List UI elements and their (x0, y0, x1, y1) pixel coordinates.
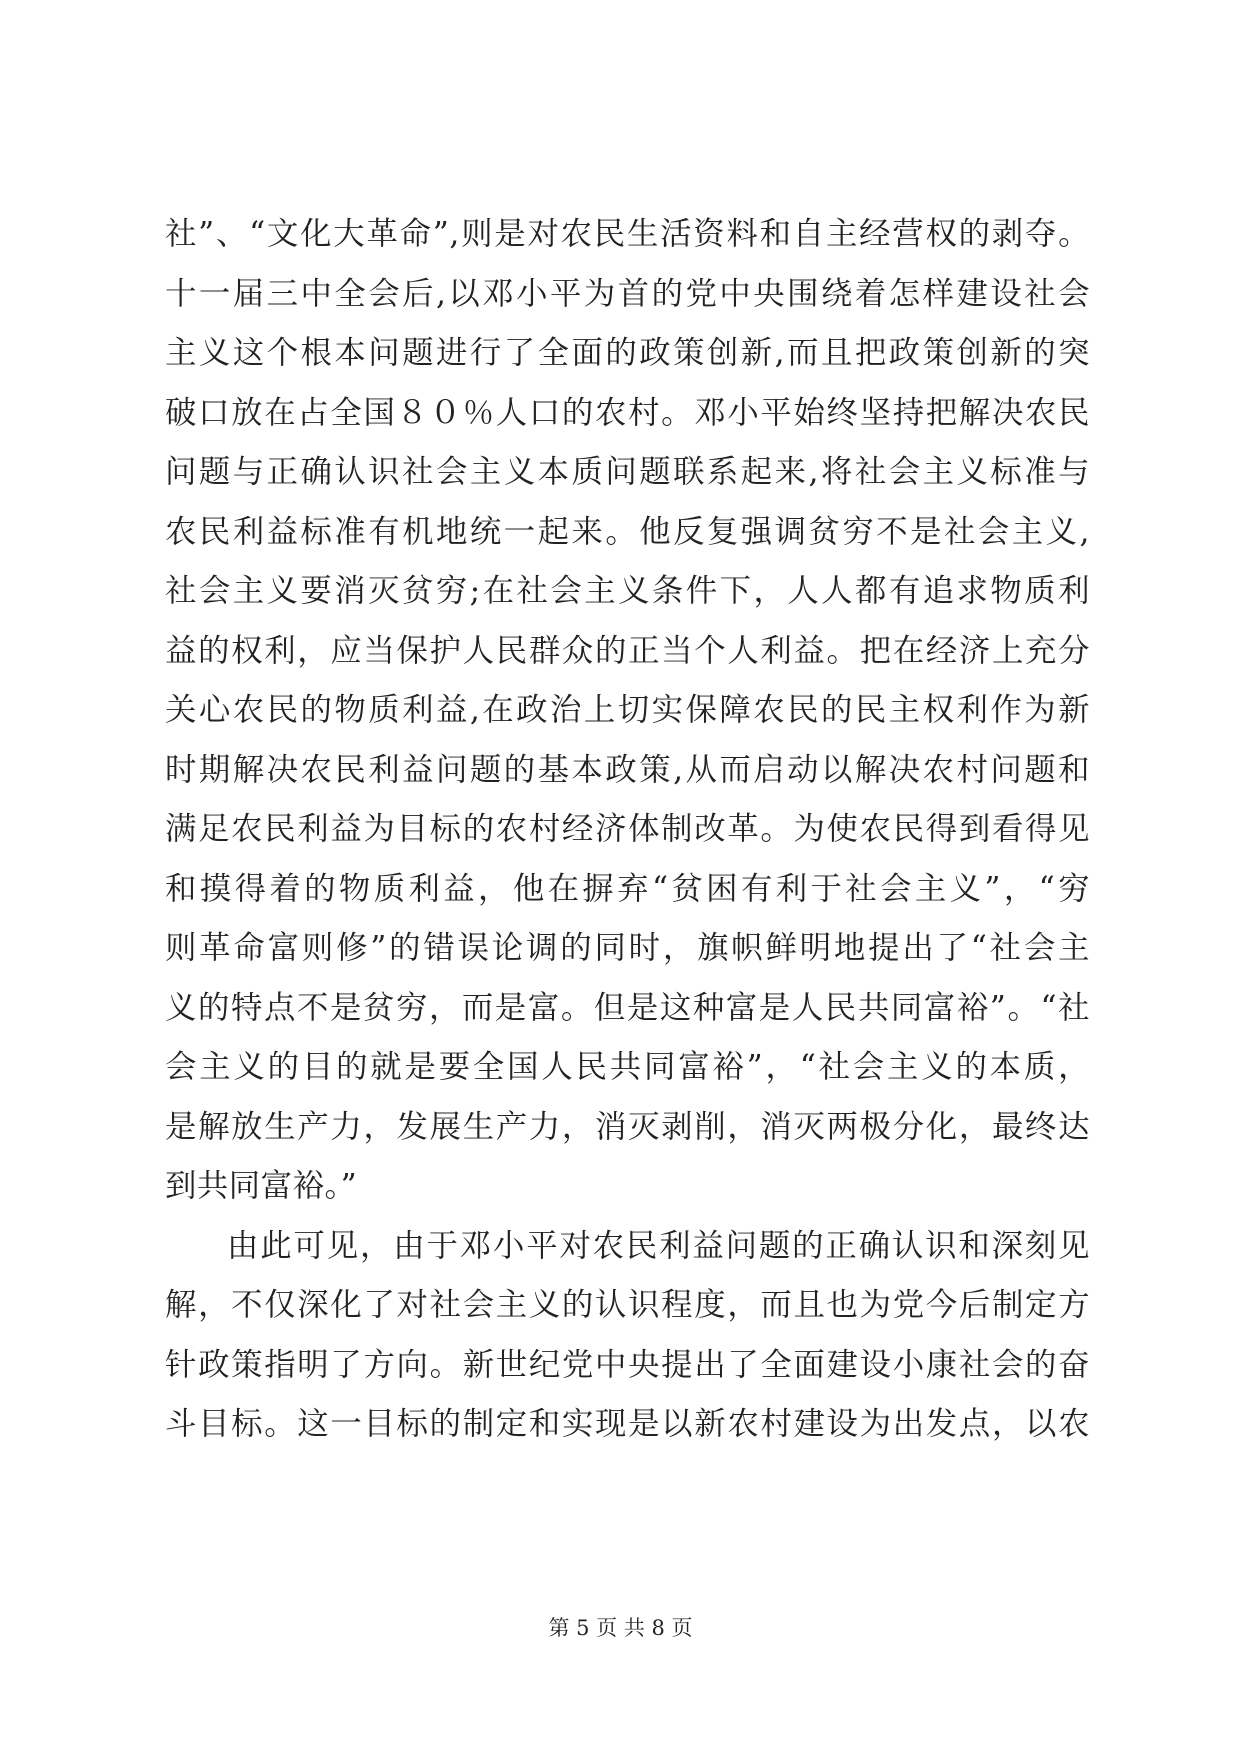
text-line: 十一届三中全会后,以邓小平为首的党中央围绕着怎样建设社会 (165, 275, 1090, 312)
text-line: 社”、“文化大革命”,则是对农民生活资料和自主经营权的剥夺。 (165, 216, 1090, 252)
paragraph-end-line: 到共同富裕。” (165, 1168, 358, 1204)
text-line: 义的特点不是贫穷，而是富。但是这种富是人民共同富裕”。“社 (165, 989, 1090, 1026)
text-line: 益的权利，应当保护人民群众的正当个人利益。把在经济上充分 (165, 632, 1090, 669)
text-line: 则革命富则修”的错误论调的同时，旗帜鲜明地提出了“社会主 (165, 930, 1090, 966)
paragraph-start-line: 由此可见，由于邓小平对农民利益问题的正确认识和深刻见 (227, 1227, 1090, 1264)
text-line: 问题与正确认识社会主义本质问题联系起来,将社会主义标准与 (165, 454, 1090, 490)
text-line: 针政策指明了方向。新世纪党中央提出了全面建设小康社会的奋 (165, 1346, 1090, 1383)
text-line: 会主义的目的就是要全国人民共同富裕”，“社会主义的本质， (165, 1049, 1090, 1085)
text-line: 破口放在占全国８０％人口的农村。邓小平始终坚持把解决农民 (165, 394, 1090, 431)
text-line: 时期解决农民利益问题的基本政策,从而启动以解决农村问题和 (165, 751, 1090, 788)
text-line: 社会主义要消灭贫穷;在社会主义条件下，人人都有追求物质利 (165, 573, 1090, 609)
text-line: 满足农民利益为目标的农村经济体制改革。为使农民得到看得见 (165, 811, 1090, 847)
page-number-label: 第 5 页 共 8 页 (548, 1616, 693, 1640)
body-text (165, 205, 1090, 1455)
text-line: 斗目标。这一目标的制定和实现是以新农村建设为出发点，以农 (165, 1406, 1090, 1442)
page-footer (0, 1612, 1241, 1642)
text-line: 解，不仅深化了对社会主义的认识程度，而且也为党今后制定方 (165, 1287, 1090, 1323)
text-line: 和摸得着的物质利益，他在摒弃“贫困有利于社会主义”，“穷 (165, 870, 1090, 907)
text-line: 主义这个根本问题进行了全面的政策创新,而且把政策创新的突 (165, 335, 1090, 371)
text-line: 是解放生产力，发展生产力，消灭剥削，消灭两极分化，最终达 (165, 1108, 1090, 1145)
text-line: 关心农民的物质利益,在政治上切实保障农民的民主权利作为新 (165, 692, 1090, 728)
text-line: 农民利益标准有机地统一起来。他反复强调贫穷不是社会主义, (165, 513, 1090, 550)
